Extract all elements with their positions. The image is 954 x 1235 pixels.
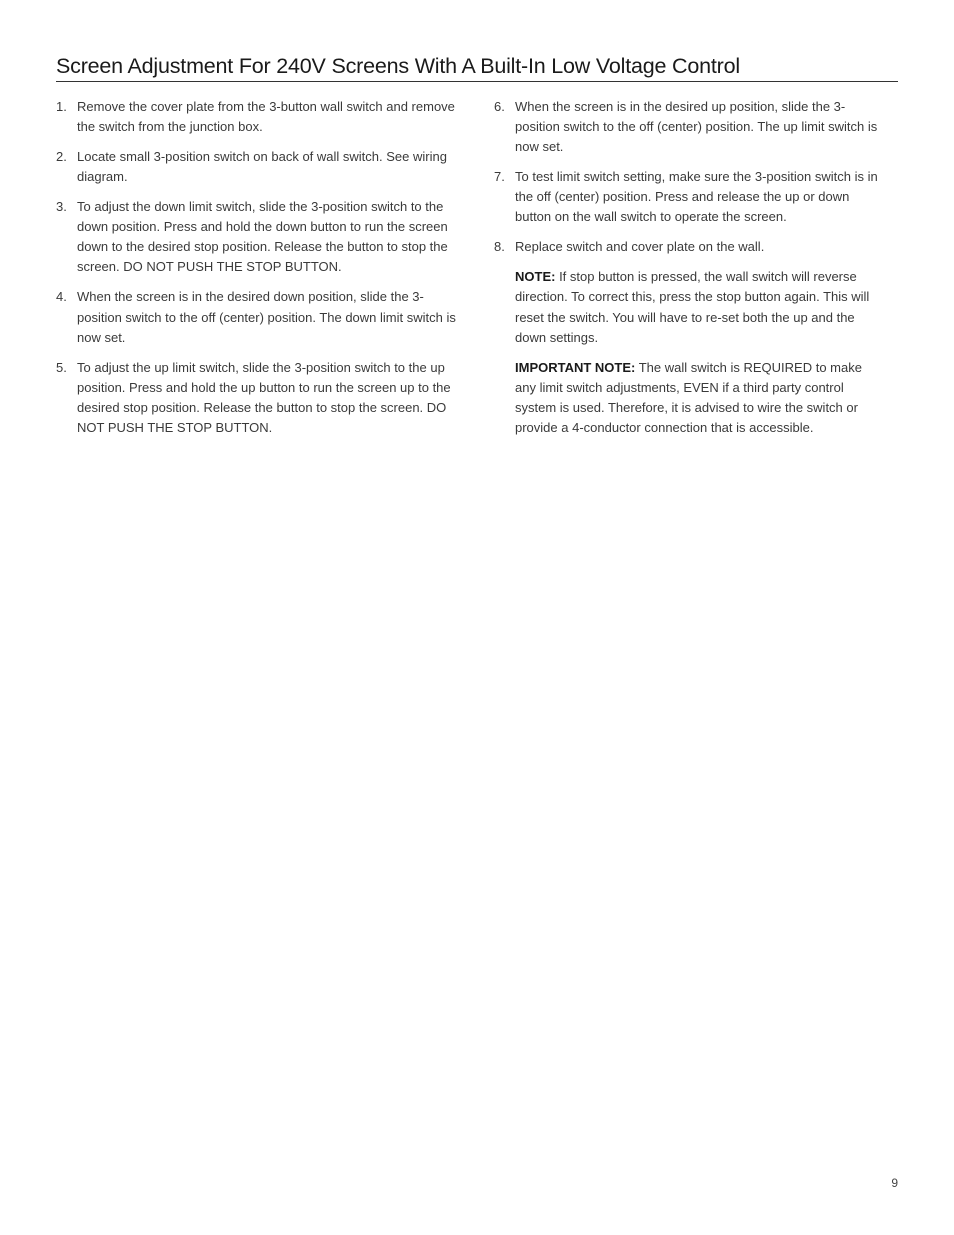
step-item [494, 167, 886, 227]
step-item [56, 97, 462, 137]
step-number: 4. [56, 289, 67, 305]
step-text: To adjust the up limit switch, slide the 3-position switch to the up position. Press and hold the up button to run the screen up to the desired stop position. Release the button to stop the screen. DO NOT PUSH THE STOP BUTTON. [77, 359, 451, 435]
step-text: Replace switch and cover plate on the wall. [515, 239, 765, 255]
note-text: If stop button is pressed, the wall switch will reverse direction. To correct this, press the stop button again. This will reset the switch. You will have to re-set both the up and the down settings. [515, 269, 870, 345]
step-text: Remove the cover plate from the 3-button wall switch and remove the switch from the junction box. [77, 99, 455, 135]
step-item [56, 197, 462, 277]
important-note-text: The wall switch is REQUIRED to make any limit switch adjustments, EVEN if a third party control system is used. Therefore, it is advised to wire the switch or provide a 4-conductor connection that is accessible. [515, 359, 862, 435]
step-text: When the screen is in the desired down position, slide the 3-position switch to the off (center) position. The down limit switch is now set. [77, 289, 456, 345]
step-item [56, 358, 462, 438]
page-number: 9 [891, 1176, 898, 1190]
step-item [56, 147, 462, 187]
title-divider [56, 81, 898, 82]
step-text: To test limit switch setting, make sure the 3-position switch is in the off (center) position. Press and release the up or down button on the wall switch to operate the screen. [515, 169, 878, 225]
step-number: 3. [56, 199, 67, 215]
step-number: 6. [494, 99, 505, 114]
important-note-label: IMPORTANT NOTE: [515, 359, 636, 375]
right-column [494, 97, 886, 448]
note-paragraph [515, 267, 886, 347]
important-note-paragraph [515, 358, 886, 438]
step-item [494, 97, 886, 157]
step-number: 5. [56, 359, 67, 375]
page-title: Screen Adjustment For 240V Screens With A Built-In Low Voltage Control [56, 54, 740, 78]
step-item [494, 237, 886, 257]
step-number: 1. [56, 99, 67, 114]
note-label: NOTE: [515, 269, 556, 285]
step-number: 2. [56, 149, 67, 165]
step-number: 8. [494, 239, 505, 255]
step-text: To adjust the down limit switch, slide the 3-position switch to the down position. Press and hold the down button to run the screen down to the desired stop position. Release the button to stop the screen. DO NOT PUSH THE STOP BUTTON. [77, 199, 448, 275]
left-column [56, 97, 462, 448]
step-text: When the screen is in the desired up position, slide the 3-position switch to the off (center) position. The up limit switch is now set. [515, 99, 878, 155]
step-number: 7. [494, 169, 505, 185]
step-text: Locate small 3-position switch on back of wall switch. See wiring diagram. [77, 149, 447, 185]
step-item [56, 287, 462, 347]
